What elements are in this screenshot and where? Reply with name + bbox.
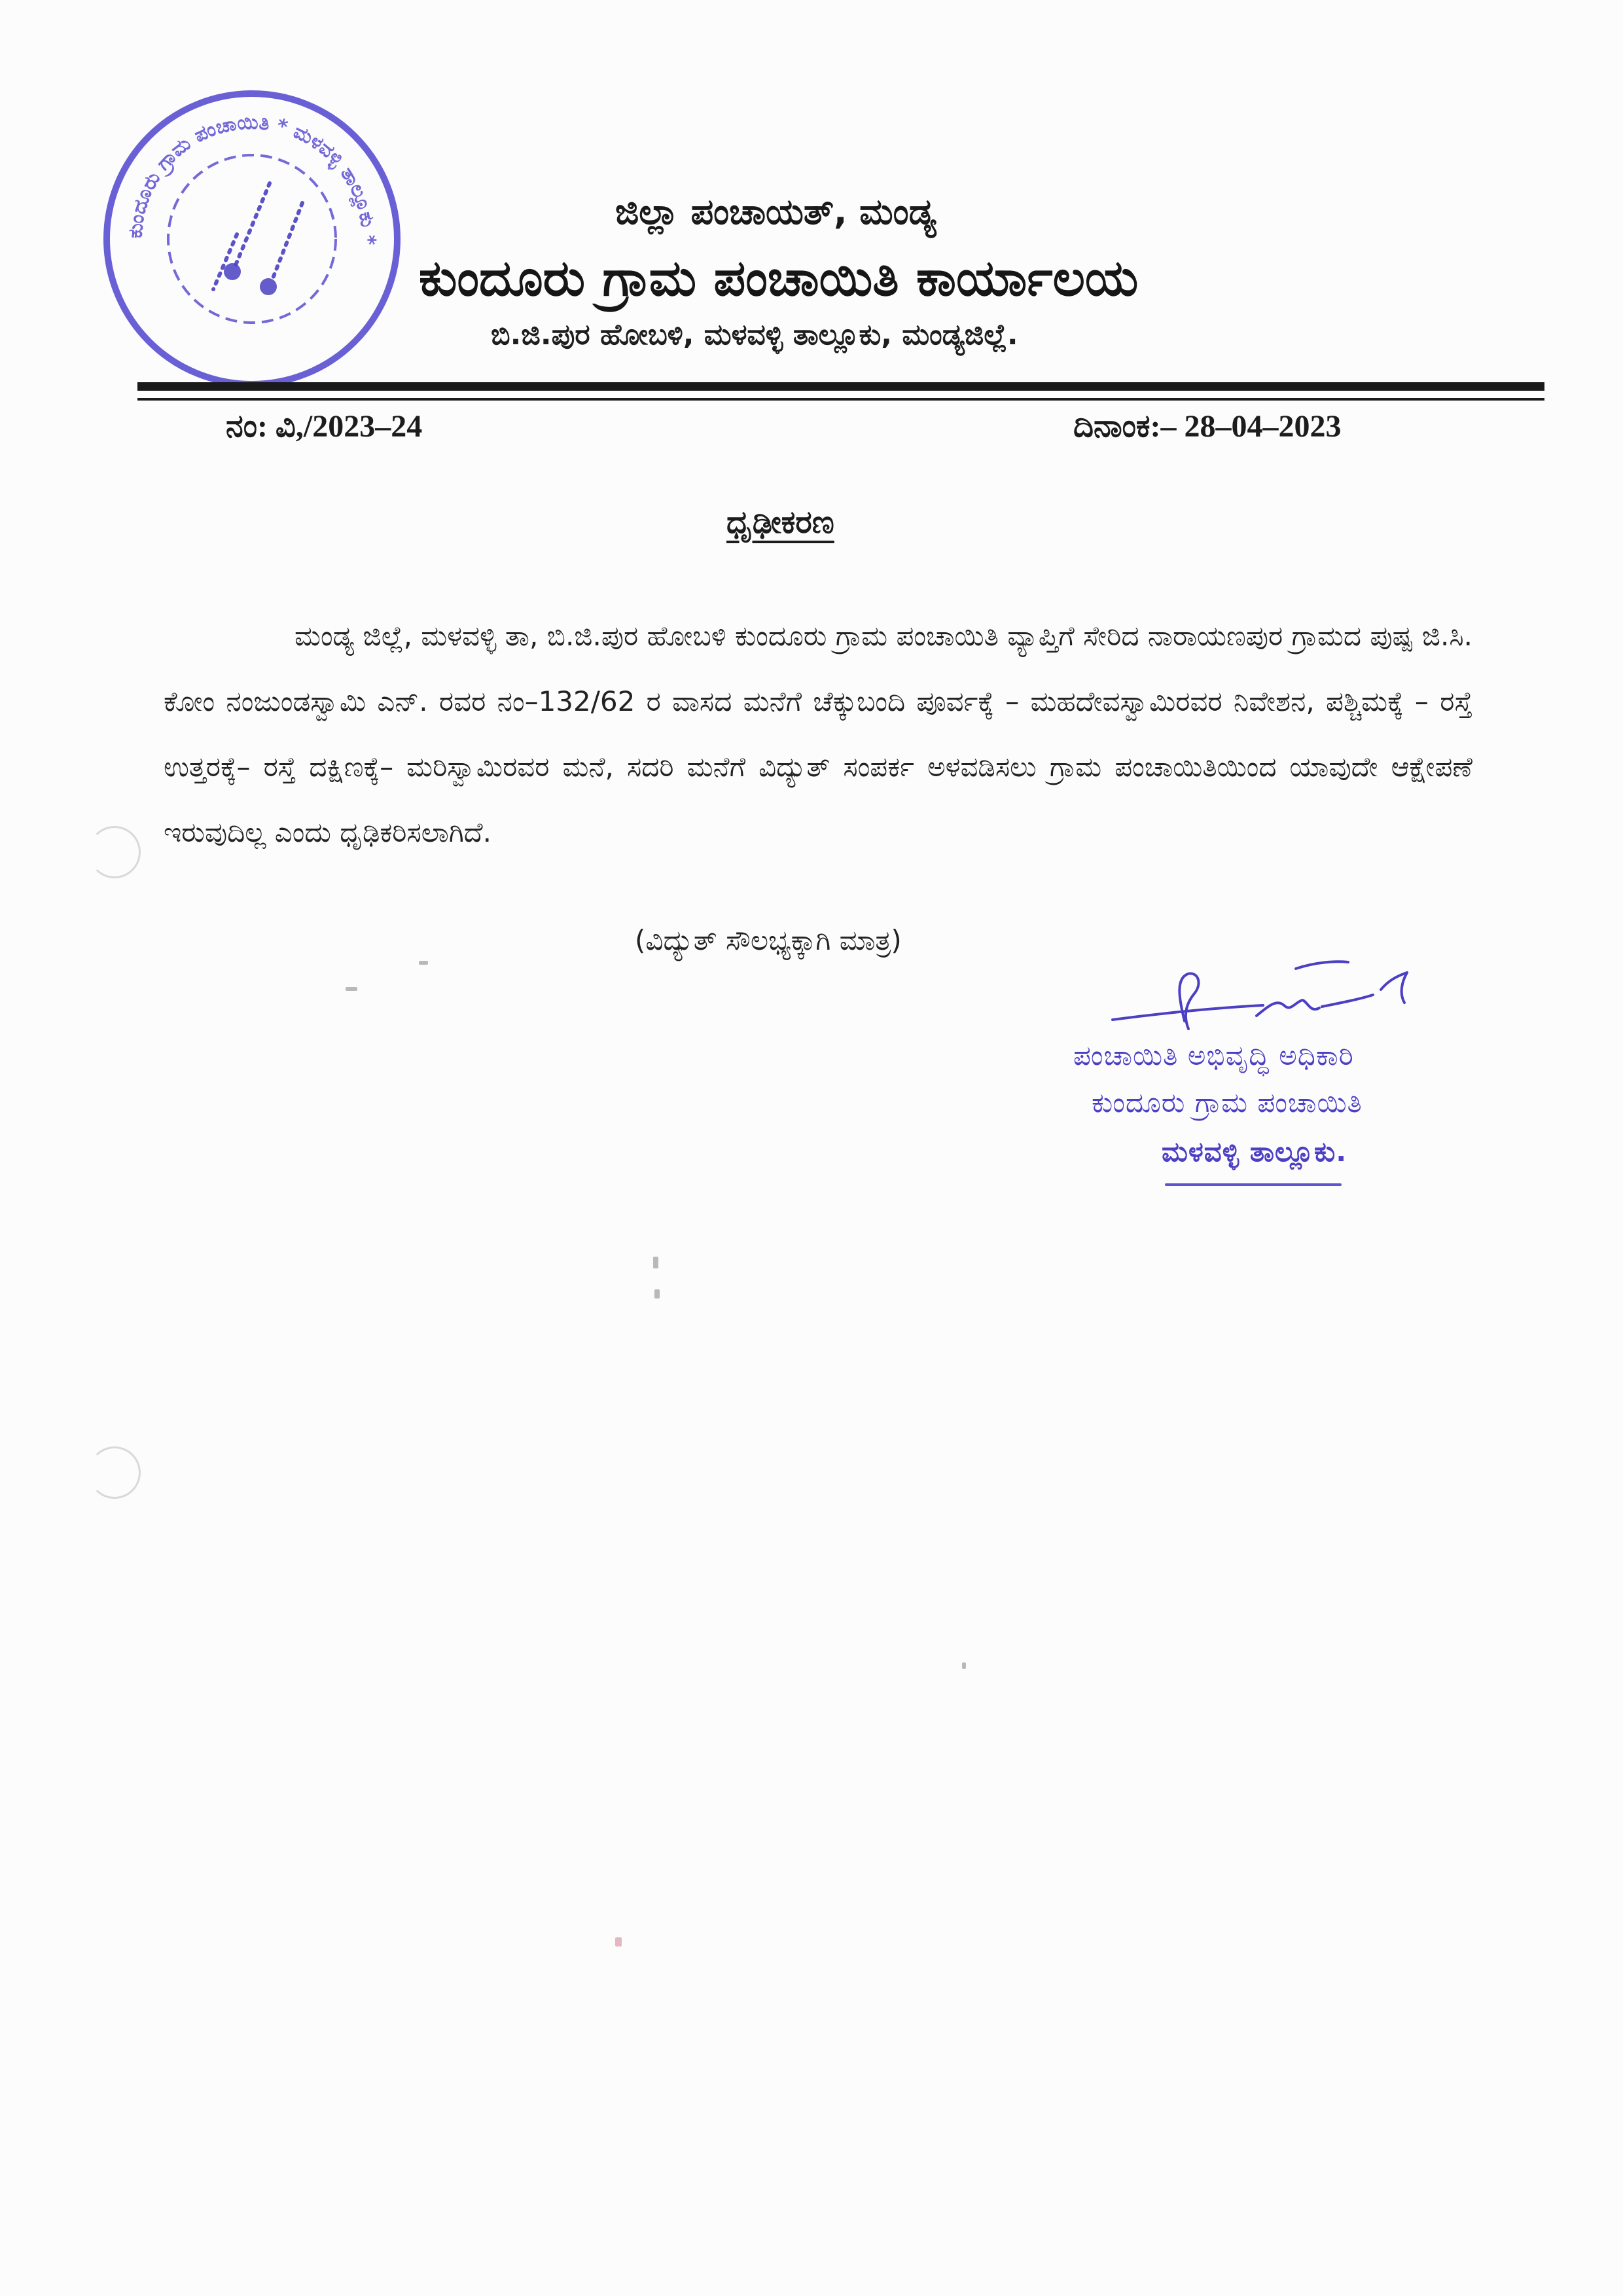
letterhead-divider-thin xyxy=(137,398,1544,401)
punch-hole-mark xyxy=(88,1446,141,1499)
signature-stamp-underline xyxy=(1165,1183,1342,1186)
scan-speck xyxy=(615,1937,622,1946)
scan-speck xyxy=(346,987,357,991)
office-address: ಬಿ.ಜಿ.ಪುರ ಹೋಬಳಿ, ಮಳವಳ್ಳಿ ತಾಲ್ಲೂಕು, ಮಂಡ್ಯಜಿಲ್ಲೆ. xyxy=(491,318,1018,351)
document-date: ದಿನಾಂಕ:– 28–04–2023 xyxy=(1073,409,1342,444)
office-title: ಕುಂದೂರು ಗ್ರಾಮ ಪಂಚಾಯಿತಿ ಕಾರ್ಯಾಲಯ xyxy=(419,249,1139,307)
body-paragraph: ಮಂಡ್ಯ ಜಿಲ್ಲೆ, ಮಳವಳ್ಳಿ ತಾ, ಬಿ.ಜಿ.ಪುರ ಹೋಬಳಿ ಕುಂದೂರು ಗ್ರಾಮ ಪಂಚಾಯಿತಿ ವ್ಯಾಪ್ತಿಗೆ ಸೇರಿದ ನಾರಾಯಣಪುರ ಗ್ರಾಮದ ಪುಷ್ಪ ಜಿ.ಸಿ. ಕೋಂ ನಂಜುಂಡಸ್ವಾಮಿ ಎನ್. ರವರ ನಂ–132/62 ರ ವಾಸದ ಮನೆಗೆ ಚೆಕ್ಕುಬಂದಿ ಪೂರ್ವಕ್ಕೆ – ಮಹದೇವಸ್ವಾಮಿರವರ ನಿವೇಶನ, ಪಶ್ಚಿಮಕ್ಕೆ – ರಸ್ತೆ ಉತ್ತರಕ್ಕೆ– ರಸ್ತೆ ದಕ್ಷಿಣಕ್ಕೆ– ಮರಿಸ್ವಾಮಿರವರ ಮನೆ, ಸದರಿ ಮನೆಗೆ ವಿದ್ಯುತ್ ಸಂಪರ್ಕ ಅಳವಡಿಸಲು ಗ್ರಾಮ ಪಂಚಾಯಿತಿಯಿಂದ ಯಾವುದೇ ಆಕ್ಷೇಪಣೆ ಇರುವುದಿಲ್ಲ ಎಂದು ಧೃಢಿಕರಿಸಲಾಗಿದೆ. xyxy=(164,620,1472,848)
officer-designation: ಪಂಚಾಯಿತಿ ಅಭಿವೃದ್ಧಿ ಅಧಿಕಾರಿ xyxy=(1073,1039,1354,1071)
officer-panchayat: ಕುಂದೂರು ಗ್ರಾಮ ಪಂಚಾಯಿತಿ xyxy=(1092,1086,1363,1119)
panchayat-seal xyxy=(98,85,406,393)
certificate-body xyxy=(164,603,1472,865)
scan-speck xyxy=(962,1662,966,1669)
reference-number: ನಂ: ವಿ,/2023–24 xyxy=(226,409,423,444)
scan-speck xyxy=(654,1289,660,1299)
punch-hole-mark xyxy=(88,826,141,878)
document-title: ಧೃಢೀಕರಣ xyxy=(726,504,834,541)
letterhead-divider-thick xyxy=(137,382,1544,391)
officer-taluk: ಮಳವಳ್ಳಿ ತಾಲ್ಲೂಕು. xyxy=(1162,1136,1347,1168)
handwritten-signature xyxy=(1099,942,1440,1047)
district-panchayat-heading: ಜಿಲ್ಲಾ ಪಂಚಾಯತ್, ಮಂಡ್ಯ xyxy=(615,191,936,232)
scan-speck xyxy=(653,1257,658,1268)
purpose-note: (ವಿದ್ಯುತ್ ಸೌಲಭ್ಯಕ್ಕಾಗಿ ಮಾತ್ರ) xyxy=(635,924,902,956)
scan-speck xyxy=(419,961,428,965)
seal-outer-text: ಕುಂದೂರು ಗ್ರಾಮ ಪಂಚಾಯಿತಿ * ಮಳವಳ್ಳಿ ತಾಲ್ಲೂಕು * xyxy=(124,111,380,245)
